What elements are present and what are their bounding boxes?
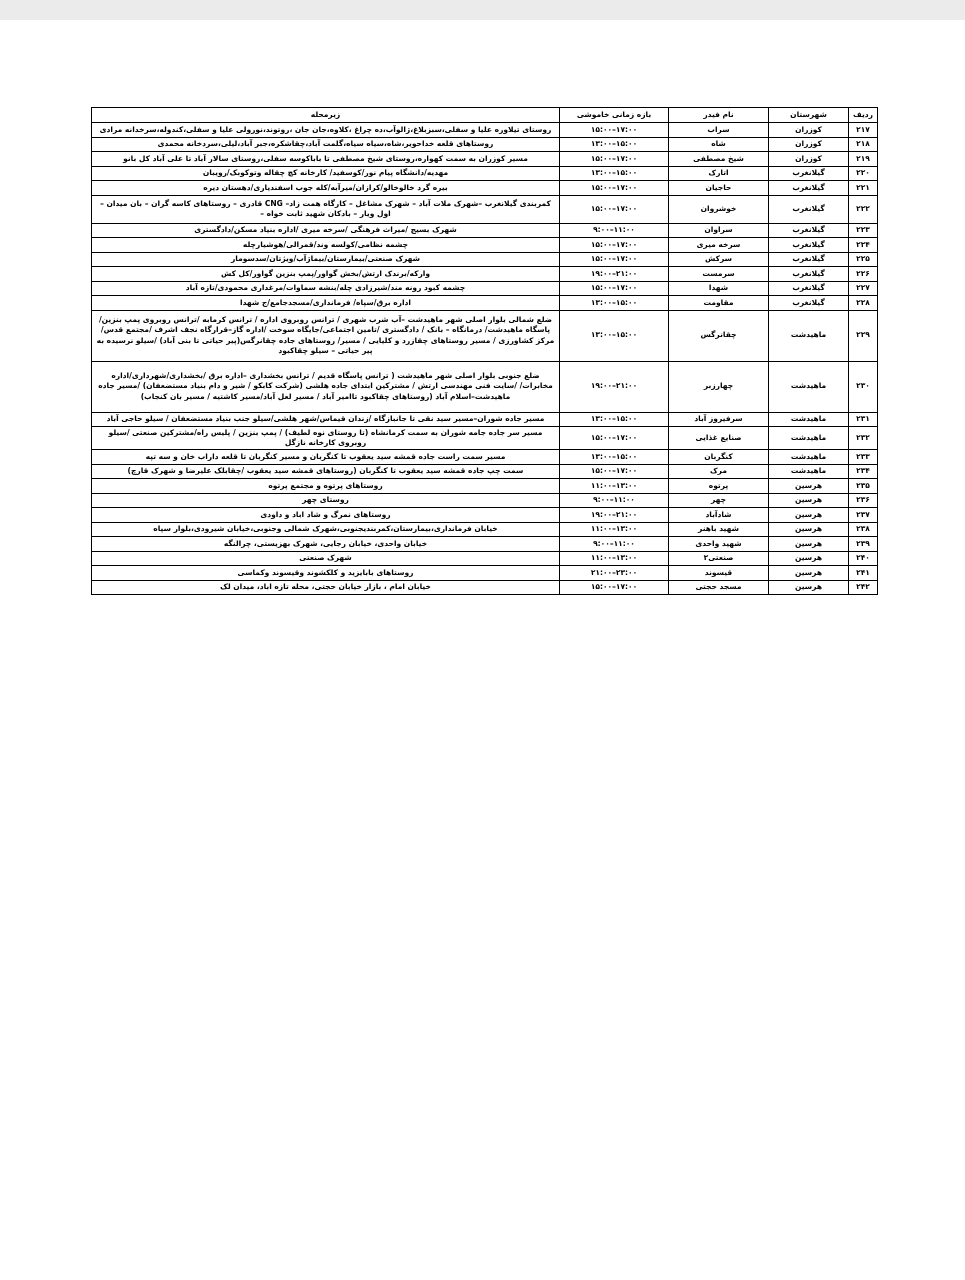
cell-county: گیلانغرب [769,296,849,311]
cell-feeder: پرتوه [669,479,769,494]
cell-outage-time: ۱۵:۰۰–۱۳:۰۰ [560,166,669,181]
cell-feeder: شیخ مصطفی [669,152,769,167]
cell-row-number: ۲۴۰ [849,551,878,566]
cell-row-number: ۲۴۱ [849,566,878,581]
cell-outage-time: ۱۳:۰۰–۱۱:۰۰ [560,479,669,494]
cell-row-number: ۲۲۴ [849,238,878,253]
cell-row-number: ۲۳۹ [849,537,878,552]
cell-county: ماهیدشت [769,361,849,412]
cell-row-number: ۲۲۹ [849,310,878,361]
cell-county: هرسین [769,566,849,581]
cell-district: روستاهای قلعه خداحویر،شاه،سیاه سیاه،گلمت آباد،چقاشکره،جبر آباد،لیلی،سردخانه محمدی [92,137,560,152]
cell-county: ماهیدشت [769,450,849,465]
cell-district: مسیر کوزران به سمت کهواره،روستای شیخ مصطفی تا باباکوسه سفلی،روستای سالار آباد تا علی آباد کل بانو [92,152,560,167]
table-row [92,551,878,566]
cell-row-number: ۲۱۹ [849,152,878,167]
cell-county: گیلانغرب [769,223,849,238]
cell-district: روستاهای پرتوه و مجتمع پرتوه [92,479,560,494]
cell-row-number: ۲۲۰ [849,166,878,181]
cell-district: بیره گرد خالوخالو/کرازان/میرآبه/کله جوب اسفندیاری/دهستان دیره [92,181,560,196]
cell-feeder: شاه [669,137,769,152]
cell-row-number: ۲۳۲ [849,427,878,450]
table-row [92,195,878,223]
table-row [92,412,878,427]
cell-district: خیابان فرمانداری،بیمارستان،کمربندیجنوبی،شهرک شمالی وجنوبی،خیابان شیرودی،بلوار سپاه [92,522,560,537]
cell-row-number: ۲۲۵ [849,252,878,267]
table-row [92,450,878,465]
cell-feeder: صنایع غذایی [669,427,769,450]
cell-county: گیلانغرب [769,195,849,223]
cell-row-number: ۲۴۲ [849,580,878,595]
cell-outage-time: ۱۷:۰۰–۱۵:۰۰ [560,580,669,595]
cell-district: وارکه/برندک ارتش/بخش گواور/پمپ بنزین گواور/کل کش [92,267,560,282]
cell-district: ضلع شمالی بلوار اصلی شهر ماهیدشت –آب شرب شهری / ترانس روبروی اداره / ترانس کرمابه /ترانس روبروی پمپ بنزین/پاسگاه ماهیدشت/ درمانگاه – بانک / دادگستری /تامین اجتماعی/جایگاه سوخت /اداره گاز–قرارگاه نجف اشرف /مجتمع قدس/مرکز کشاورزی / مسیر روستاهای چقازرد و کلیایی / مسیر/ روستاهای جاده چقانرگس(پیر حیاتی تا بنی آباد) /سیلو نرسیده به پیر حیاتی – سیلو چقاکبود [92,310,560,361]
cell-outage-time: ۱۵:۰۰–۱۳:۰۰ [560,296,669,311]
cell-row-number: ۲۳۶ [849,493,878,508]
cell-district: خیابان واحدی، خیابان رجایی، شهرک بهزیستی، چرالنگه [92,537,560,552]
table-row [92,566,878,581]
cell-row-number: ۲۲۱ [849,181,878,196]
cell-district: روستای تیلاوره علیا و سفلی،سبزبلاغ،ژالوآب،ده چراغ ،کلاوه،جان جان ،روتوند،نورولی علیا و سفلی،کندوله،سرخدانه مرادی [92,123,560,138]
cell-feeder: قیسوند [669,566,769,581]
table-row [92,152,878,167]
table-row [92,267,878,282]
cell-district: سمت چپ جاده قمشه سید یعقوب تا کنگربان (روستاهای قمشه سید یعقوب /چقابلک علیرضا و شهرک قارچ) [92,464,560,479]
cell-outage-time: ۱۷:۰۰–۱۵:۰۰ [560,238,669,253]
cell-feeder: سرخه میری [669,238,769,253]
cell-feeder: سراوان [669,223,769,238]
cell-outage-time: ۲۱:۰۰–۱۹:۰۰ [560,361,669,412]
cell-county: گیلانغرب [769,238,849,253]
table-row [92,479,878,494]
table-body [92,123,878,595]
cell-feeder: اتارک [669,166,769,181]
cell-outage-time: ۱۱:۰۰–۹:۰۰ [560,493,669,508]
cell-outage-time: ۱۷:۰۰–۱۵:۰۰ [560,427,669,450]
cell-district: روستاهای بابایزید و کلکشوند وقیسوند وکماسی [92,566,560,581]
cell-county: گیلانغرب [769,252,849,267]
cell-feeder: حاجیان [669,181,769,196]
cell-outage-time: ۱۳:۰۰–۱۱:۰۰ [560,522,669,537]
cell-outage-time: ۱۷:۰۰–۱۵:۰۰ [560,181,669,196]
cell-feeder: صنعتی۲ [669,551,769,566]
cell-feeder: مسجد حجتی [669,580,769,595]
cell-district: شهرک صنعتی/بیمارستان/بیماژآب/ویژتان/سدسومار [92,252,560,267]
cell-county: هرسین [769,522,849,537]
cell-county: کوزران [769,137,849,152]
table-row [92,166,878,181]
cell-feeder: سرفیروز آباد [669,412,769,427]
cell-row-number: ۲۱۸ [849,137,878,152]
cell-outage-time: ۱۵:۰۰–۱۳:۰۰ [560,450,669,465]
cell-county: گیلانغرب [769,166,849,181]
cell-row-number: ۲۳۷ [849,508,878,523]
cell-feeder: مرک [669,464,769,479]
table-row [92,522,878,537]
cell-outage-time: ۱۳:۰۰–۱۱:۰۰ [560,551,669,566]
cell-outage-time: ۲۳:۰۰–۲۱:۰۰ [560,566,669,581]
cell-district: چشمه نظامی/کولسه وند/قمرالی/هوشیارچله [92,238,560,253]
cell-county: هرسین [769,537,849,552]
cell-outage-time: ۱۵:۰۰–۱۳:۰۰ [560,412,669,427]
cell-feeder: چقانرگس [669,310,769,361]
cell-district: خیابان امام ، بازار خیابان حجتی، محله تازه اباد، میدان لک [92,580,560,595]
table-row [92,580,878,595]
cell-feeder: خوشروان [669,195,769,223]
cell-feeder: چهارزبر [669,361,769,412]
table-row [92,537,878,552]
header-row-number: ردیف [849,108,878,123]
outage-schedule-table [91,107,878,595]
cell-row-number: ۲۲۷ [849,281,878,296]
cell-row-number: ۲۳۸ [849,522,878,537]
cell-outage-time: ۲۱:۰۰–۱۹:۰۰ [560,267,669,282]
cell-outage-time: ۱۱:۰۰–۹:۰۰ [560,537,669,552]
cell-county: هرسین [769,551,849,566]
cell-feeder: کنگربان [669,450,769,465]
table-row [92,181,878,196]
header-district: زیرمحله [92,108,560,123]
cell-county: هرسین [769,580,849,595]
cell-feeder: چهر [669,493,769,508]
header-outage-time: بازه زمانی خاموشی [560,108,669,123]
table-row [92,310,878,361]
cell-row-number: ۲۲۲ [849,195,878,223]
cell-row-number: ۲۲۸ [849,296,878,311]
table-row [92,238,878,253]
cell-outage-time: ۱۷:۰۰–۱۵:۰۰ [560,195,669,223]
cell-district: مهدیه/دانشگاه پیام نور/کوسفید/ کارخانه کچ چقاله وتوکوبک/رویبان [92,166,560,181]
cell-county: ماهیدشت [769,427,849,450]
cell-county: ماهیدشت [769,464,849,479]
header-feeder: نام فیدر [669,108,769,123]
cell-district: روستای چهر [92,493,560,508]
cell-district: مسیر سر جاده جامه شوران به سمت کرمانشاه (تا روستای نوه لطیف) / پمپ بنزین / پلیس راه/مشترکین صنعتی /سیلو روبروی کارخانه نازگل [92,427,560,450]
cell-county: گیلانغرب [769,181,849,196]
table-header-row [92,108,878,123]
cell-row-number: ۲۳۱ [849,412,878,427]
cell-outage-time: ۱۵:۰۰–۱۳:۰۰ [560,137,669,152]
cell-county: کوزران [769,152,849,167]
table-row [92,223,878,238]
cell-district: مسیر جاده شوران–مسیر سید نقی تا جانبازگاه /زندان قیماس/شهر هلشی/سیلو جنب بنیاد مستضعفان / سیلو حاجی آباد [92,412,560,427]
cell-feeder: سرمست [669,267,769,282]
table-row [92,252,878,267]
cell-county: گیلانغرب [769,281,849,296]
cell-county: هرسین [769,493,849,508]
cell-outage-time: ۱۷:۰۰–۱۵:۰۰ [560,252,669,267]
cell-feeder: شادآباد [669,508,769,523]
cell-outage-time: ۱۷:۰۰–۱۵:۰۰ [560,152,669,167]
cell-county: هرسین [769,479,849,494]
cell-outage-time: ۱۷:۰۰–۱۵:۰۰ [560,281,669,296]
table-row [92,137,878,152]
cell-feeder: سرکش [669,252,769,267]
cell-district: شهرک صنعتی [92,551,560,566]
cell-county: ماهیدشت [769,310,849,361]
document-sheet [91,107,878,595]
cell-row-number: ۲۳۳ [849,450,878,465]
cell-row-number: ۲۲۶ [849,267,878,282]
cell-row-number: ۲۳۴ [849,464,878,479]
cell-row-number: ۲۳۵ [849,479,878,494]
cell-district: ضلع جنوبی بلوار اصلی شهر ماهیدشت ( ترانس پاسگاه قدیم / ترانس بخشداری –اداره برق /بخشداری/شهرداری/اداره مخابرات/ /سایت فنی مهندسی ارتش / مشترکین ابتدای جاده هلشی (شرکت کابکو / شیر و دام بنیاد مستضعفان) /مسیر جاده ماهیدشت–اسلام آباد (روستاهای چقاکبود تاامیر آباد / مسیر لعل آباد/مسیر کاشتیه / مسیر بان کنجاب) [92,361,560,412]
cell-county: کوزران [769,123,849,138]
cell-outage-time: ۱۵:۰۰–۱۳:۰۰ [560,310,669,361]
top-bar [0,0,965,20]
cell-county: ماهیدشت [769,412,849,427]
cell-county: گیلانغرب [769,267,849,282]
cell-county: هرسین [769,508,849,523]
cell-district: مسیر سمت راست جاده قمشه سید یعقوب تا کنگربان و مسیر کنگربان تا قلعه داراب خان و سه تپه [92,450,560,465]
cell-outage-time: ۱۱:۰۰–۹:۰۰ [560,223,669,238]
table-row [92,464,878,479]
cell-outage-time: ۱۷:۰۰–۱۵:۰۰ [560,464,669,479]
table-row [92,361,878,412]
table-row [92,427,878,450]
table-row [92,493,878,508]
header-county: شهرستان [769,108,849,123]
cell-row-number: ۲۳۰ [849,361,878,412]
cell-feeder: شهید باهنر [669,522,769,537]
cell-feeder: شهید واحدی [669,537,769,552]
cell-feeder: مقاومت [669,296,769,311]
cell-feeder: شهدا [669,281,769,296]
table-row [92,281,878,296]
table-row [92,123,878,138]
cell-outage-time: ۲۱:۰۰–۱۹:۰۰ [560,508,669,523]
cell-district: کمربندی گیلانغرب –شهرک ملات آباد – شهرک مشاغل – کارگاه همت زاد– CNG قادری – روستاهای کاسه گران – بان میدان – اول ویار – بادکان شهید ثابت خواه – [92,195,560,223]
table-row [92,296,878,311]
cell-district: روستاهای نمرگ و شاد اباد و داودی [92,508,560,523]
table-row [92,508,878,523]
cell-district: اداره برق/سپاه/ فرمانداری/مسجدجامع/ج شهدا [92,296,560,311]
cell-feeder: سراب [669,123,769,138]
cell-outage-time: ۱۷:۰۰–۱۵:۰۰ [560,123,669,138]
cell-row-number: ۲۱۷ [849,123,878,138]
cell-row-number: ۲۲۳ [849,223,878,238]
cell-district: چشمه کبود رونه مند/شیرزادی چله/بنشه سماوات/مرغداری محمودی/تازه آباد [92,281,560,296]
cell-district: شهرک بسیج /میراث فرهنگی /سرخه میری /اداره بنیاد مسکن/دادگستری [92,223,560,238]
